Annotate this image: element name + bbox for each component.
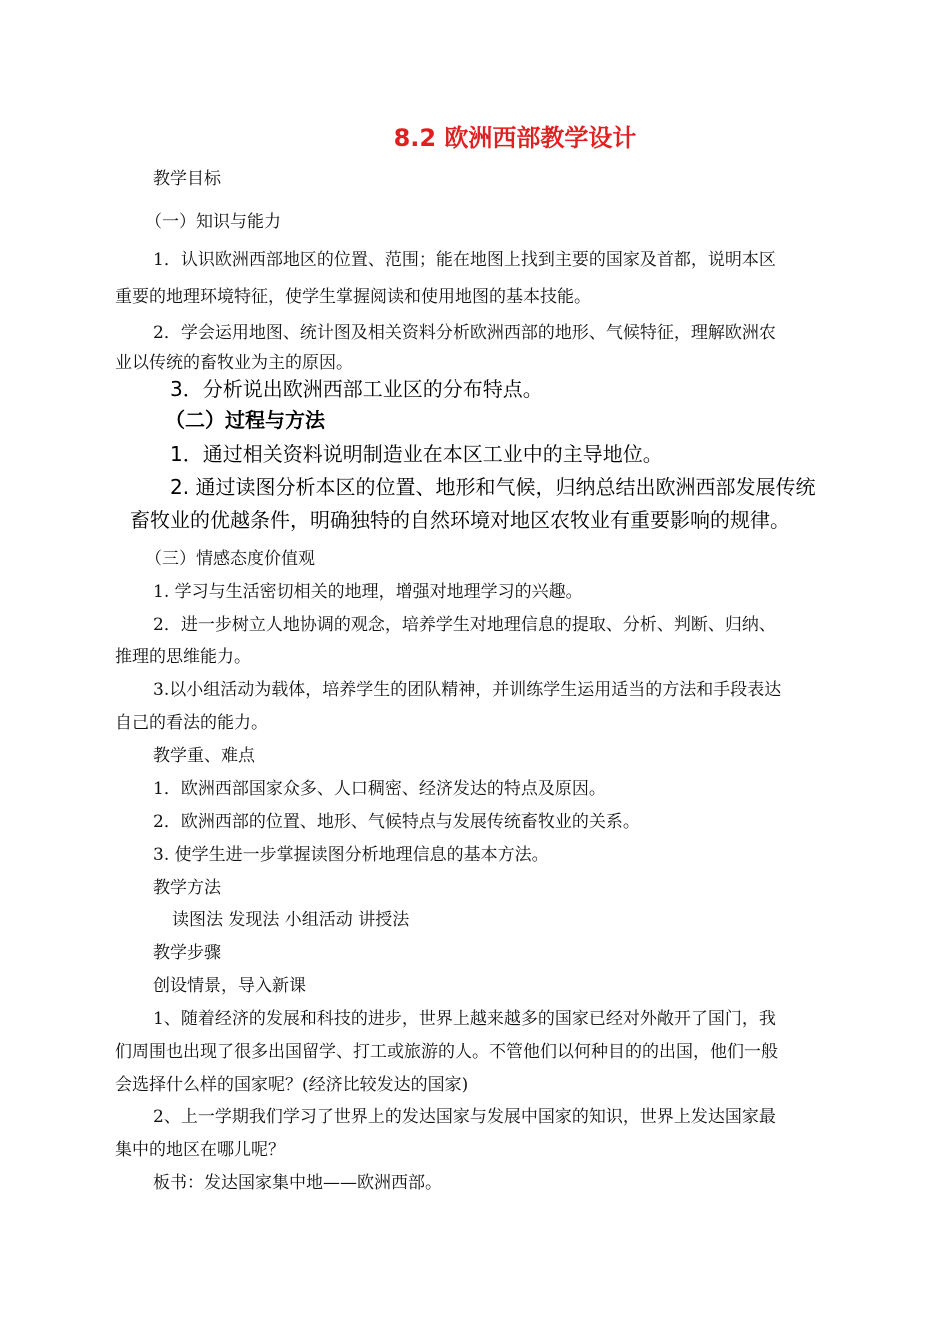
- subsection-attitude-values: （三）情感态度价值观: [145, 549, 315, 569]
- paragraph-line: 读图法 发现法 小组活动 讲授法: [172, 910, 410, 930]
- paragraph-line: 创设情景，导入新课: [153, 976, 306, 996]
- paragraph-line: 2、上一学期我们学习了世界上的发达国家与发展中国家的知识，世界上发达国家最: [153, 1107, 776, 1127]
- paragraph-line: 自己的看法的能力。: [115, 713, 268, 733]
- paragraph-line: 1．欧洲西部国家众多、人口稠密、经济发达的特点及原因。: [153, 779, 606, 799]
- subsection-process-method: （二）过程与方法: [165, 408, 325, 432]
- paragraph-line: 2. 通过读图分析本区的位置、地形和气候，归纳总结出欧洲西部发展传统: [170, 475, 816, 499]
- paragraph-line: 业以传统的畜牧业为主的原因。: [115, 353, 353, 373]
- subsection-knowledge-ability: （一）知识与能力: [145, 212, 281, 232]
- document-title: 8.2 欧洲西部教学设计: [393, 124, 637, 152]
- paragraph-line: 1. 学习与生活密切相关的地理，增强对地理学习的兴趣。: [153, 582, 583, 602]
- paragraph-line: 会选择什么样的国家呢？(经济比较发达的国家): [115, 1075, 469, 1095]
- section-heading-teaching-goals: 教学目标: [153, 169, 221, 189]
- paragraph-line: 重要的地理环境特征，使学生掌握阅读和使用地图的基本技能。: [115, 287, 591, 307]
- paragraph-line: 板书：发达国家集中地——欧洲西部。: [153, 1173, 442, 1193]
- section-heading-teaching-steps: 教学步骤: [153, 943, 221, 963]
- paragraph-line: 3.以小组活动为载体，培养学生的团队精神，并训练学生运用适当的方法和手段表达: [153, 680, 782, 700]
- paragraph-line: 们周围也出现了很多出国留学、打工或旅游的人。不管他们以何种目的的出国，他们一般: [115, 1042, 778, 1062]
- paragraph-line: 3．分析说出欧洲西部工业区的分布特点。: [170, 377, 543, 401]
- paragraph-line: 2．进一步树立人地协调的观念，培养学生对地理信息的提取、分析、判断、归纳、: [153, 615, 776, 635]
- paragraph-line: 1．认识欧洲西部地区的位置、范围；能在地图上找到主要的国家及首都，说明本区: [153, 250, 776, 270]
- paragraph-line: 1．通过相关资料说明制造业在本区工业中的主导地位。: [170, 442, 663, 466]
- paragraph-line: 3. 使学生进一步掌握读图分析地理信息的基本方法。: [153, 845, 549, 865]
- paragraph-line: 1、随着经济的发展和科技的进步，世界上越来越多的国家已经对外敞开了国门，我: [153, 1009, 776, 1029]
- paragraph-line: 推理的思维能力。: [115, 647, 251, 667]
- section-heading-teaching-methods: 教学方法: [153, 878, 221, 898]
- paragraph-line: 2．欧洲西部的位置、地形、气候特点与发展传统畜牧业的关系。: [153, 812, 640, 832]
- section-heading-key-points: 教学重、难点: [153, 746, 255, 766]
- paragraph-line: 集中的地区在哪儿呢？: [115, 1140, 285, 1160]
- paragraph-line: 2．学会运用地图、统计图及相关资料分析欧洲西部的地形、气候特征，理解欧洲农: [153, 323, 776, 343]
- paragraph-line: 畜牧业的优越条件，明确独特的自然环境对地区农牧业有重要影响的规律。: [130, 508, 790, 532]
